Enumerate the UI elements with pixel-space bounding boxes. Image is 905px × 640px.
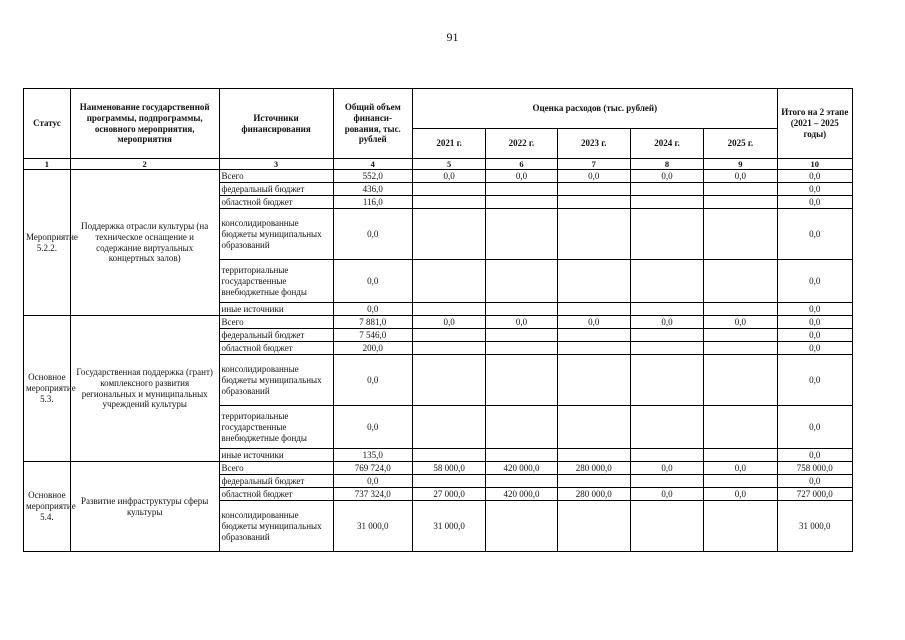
- year-cell: 0,0: [557, 170, 630, 183]
- year-cell: 27 000,0: [412, 488, 485, 501]
- year-cell: [630, 475, 703, 488]
- year-cell: [557, 406, 630, 449]
- year-cell: 0,0: [557, 316, 630, 329]
- header-total: Общий объем финанси-рования, тыс. рублей: [333, 89, 412, 159]
- year-cell: [704, 449, 777, 462]
- table-row: [24, 316, 853, 329]
- year-cell: 280 000,0: [557, 488, 630, 501]
- year-cell: [486, 449, 557, 462]
- stage-total-cell: 0,0: [777, 449, 852, 462]
- stage-total-cell: 0,0: [777, 170, 852, 183]
- status-cell: Основное мероприятие 5.4.: [24, 462, 71, 552]
- column-number: 8: [630, 159, 703, 170]
- year-cell: 0,0: [630, 462, 703, 475]
- column-number: 1: [24, 159, 71, 170]
- stage-total-cell: 0,0: [777, 342, 852, 355]
- column-number: 7: [557, 159, 630, 170]
- header-year-2025: 2025 г.: [704, 129, 777, 159]
- year-cell: [704, 475, 777, 488]
- source-cell: иные источники: [219, 303, 333, 316]
- year-cell: 0,0: [704, 462, 777, 475]
- year-cell: [630, 183, 703, 196]
- total-cell: 0,0: [333, 475, 412, 488]
- stage-total-cell: 0,0: [777, 183, 852, 196]
- year-cell: [486, 475, 557, 488]
- total-cell: 0,0: [333, 209, 412, 260]
- year-cell: 280 000,0: [557, 462, 630, 475]
- total-cell: 0,0: [333, 406, 412, 449]
- column-number-row: [24, 159, 853, 170]
- source-cell: областной бюджет: [219, 342, 333, 355]
- year-cell: [412, 355, 485, 406]
- table-row: [24, 170, 853, 183]
- stage-total-cell: 0,0: [777, 316, 852, 329]
- total-cell: 7 881,0: [333, 316, 412, 329]
- stage-total-cell: 0,0: [777, 475, 852, 488]
- year-cell: [630, 449, 703, 462]
- year-cell: [412, 475, 485, 488]
- year-cell: [557, 260, 630, 303]
- year-cell: 420 000,0: [486, 462, 557, 475]
- year-cell: 420 000,0: [486, 488, 557, 501]
- year-cell: 0,0: [630, 316, 703, 329]
- year-cell: [704, 406, 777, 449]
- year-cell: [486, 501, 557, 552]
- column-number: 10: [777, 159, 852, 170]
- year-cell: 31 000,0: [412, 501, 485, 552]
- year-cell: [412, 260, 485, 303]
- year-cell: 0,0: [486, 170, 557, 183]
- year-cell: [704, 303, 777, 316]
- source-cell: территориальные государственные внебюджетные фонды: [219, 260, 333, 303]
- year-cell: 0,0: [704, 170, 777, 183]
- header-estimate: Оценка расходов (тыс. рублей): [412, 89, 777, 129]
- total-cell: 0,0: [333, 355, 412, 406]
- year-cell: [630, 406, 703, 449]
- total-cell: 0,0: [333, 260, 412, 303]
- year-cell: [630, 303, 703, 316]
- column-number: 5: [412, 159, 485, 170]
- stage-total-cell: 0,0: [777, 196, 852, 209]
- year-cell: [412, 342, 485, 355]
- header-year-2022: 2022 г.: [486, 129, 557, 159]
- year-cell: 0,0: [704, 488, 777, 501]
- stage-total-cell: 0,0: [777, 303, 852, 316]
- source-cell: областной бюджет: [219, 196, 333, 209]
- column-number: 4: [333, 159, 412, 170]
- stage-total-cell: 727 000,0: [777, 488, 852, 501]
- table-body: [24, 170, 853, 552]
- year-cell: [412, 406, 485, 449]
- year-cell: [630, 260, 703, 303]
- year-cell: [557, 303, 630, 316]
- header-year-2021: 2021 г.: [412, 129, 485, 159]
- year-cell: [557, 355, 630, 406]
- total-cell: 436,0: [333, 183, 412, 196]
- year-cell: [412, 183, 485, 196]
- year-cell: [412, 329, 485, 342]
- year-cell: [557, 449, 630, 462]
- column-number: 3: [219, 159, 333, 170]
- source-cell: консолидированные бюджеты муниципальных образований: [219, 209, 333, 260]
- year-cell: [704, 501, 777, 552]
- table-row: [24, 462, 853, 475]
- stage-total-cell: 0,0: [777, 329, 852, 342]
- source-cell: Всего: [219, 316, 333, 329]
- year-cell: [630, 342, 703, 355]
- year-cell: 0,0: [630, 488, 703, 501]
- source-cell: Всего: [219, 170, 333, 183]
- total-cell: 7 546,0: [333, 329, 412, 342]
- year-cell: [486, 196, 557, 209]
- total-cell: 737 324,0: [333, 488, 412, 501]
- year-cell: [557, 209, 630, 260]
- source-cell: федеральный бюджет: [219, 475, 333, 488]
- year-cell: [557, 475, 630, 488]
- year-cell: 0,0: [486, 316, 557, 329]
- header-year-2023: 2023 г.: [557, 129, 630, 159]
- name-cell: Поддержка отрасли культуры (на техническое оснащение и содержание виртуальных концертных залов): [70, 170, 219, 316]
- stage-total-cell: 758 000,0: [777, 462, 852, 475]
- year-cell: [412, 196, 485, 209]
- year-cell: [704, 196, 777, 209]
- page-number: 91: [446, 30, 459, 44]
- year-cell: [704, 342, 777, 355]
- source-cell: консолидированные бюджеты муниципальных образований: [219, 501, 333, 552]
- total-cell: 135,0: [333, 449, 412, 462]
- header-year-2024: 2024 г.: [630, 129, 703, 159]
- year-cell: [557, 183, 630, 196]
- total-cell: 31 000,0: [333, 501, 412, 552]
- year-cell: [486, 342, 557, 355]
- year-cell: [486, 329, 557, 342]
- year-cell: 0,0: [412, 316, 485, 329]
- total-cell: 769 724,0: [333, 462, 412, 475]
- total-cell: 200,0: [333, 342, 412, 355]
- source-cell: иные источники: [219, 449, 333, 462]
- total-cell: 0,0: [333, 303, 412, 316]
- stage-total-cell: 0,0: [777, 406, 852, 449]
- stage-total-cell: 0,0: [777, 355, 852, 406]
- year-cell: 0,0: [630, 170, 703, 183]
- status-cell: Основное мероприятие 5.3.: [24, 316, 71, 462]
- year-cell: [704, 260, 777, 303]
- name-cell: Развитие инфраструктуры сферы культуры: [70, 462, 219, 552]
- name-cell: Государственная поддержка (грант) комплексного развития региональных и муниципальных учреждений культуры: [70, 316, 219, 462]
- header-stage-total: Итого на 2 этапе (2021 – 2025 годы): [777, 89, 852, 159]
- year-cell: [486, 303, 557, 316]
- year-cell: [704, 183, 777, 196]
- source-cell: областной бюджет: [219, 488, 333, 501]
- stage-total-cell: 0,0: [777, 260, 852, 303]
- source-cell: федеральный бюджет: [219, 183, 333, 196]
- column-number: 6: [486, 159, 557, 170]
- year-cell: [486, 209, 557, 260]
- stage-total-cell: 31 000,0: [777, 501, 852, 552]
- year-cell: [704, 209, 777, 260]
- year-cell: [486, 355, 557, 406]
- header-status: Статус: [24, 89, 71, 159]
- year-cell: 0,0: [704, 316, 777, 329]
- year-cell: [557, 342, 630, 355]
- stage-total-cell: 0,0: [777, 209, 852, 260]
- year-cell: [630, 501, 703, 552]
- source-cell: Всего: [219, 462, 333, 475]
- year-cell: [630, 355, 703, 406]
- source-cell: территориальные государственные внебюджетные фонды: [219, 406, 333, 449]
- source-cell: федеральный бюджет: [219, 329, 333, 342]
- year-cell: [412, 209, 485, 260]
- year-cell: 58 000,0: [412, 462, 485, 475]
- year-cell: [557, 329, 630, 342]
- year-cell: [557, 501, 630, 552]
- year-cell: [486, 406, 557, 449]
- year-cell: [557, 196, 630, 209]
- year-cell: [412, 303, 485, 316]
- total-cell: 116,0: [333, 196, 412, 209]
- header-sources: Источники финансирования: [219, 89, 333, 159]
- column-number: 9: [704, 159, 777, 170]
- year-cell: 0,0: [412, 170, 485, 183]
- total-cell: 552,0: [333, 170, 412, 183]
- year-cell: [704, 355, 777, 406]
- year-cell: [486, 260, 557, 303]
- year-cell: [412, 449, 485, 462]
- column-number: 2: [70, 159, 219, 170]
- budget-table: [23, 88, 853, 552]
- status-cell: Мероприятие 5.2.2.: [24, 170, 71, 316]
- year-cell: [630, 196, 703, 209]
- source-cell: консолидированные бюджеты муниципальных образований: [219, 355, 333, 406]
- year-cell: [630, 329, 703, 342]
- header-name: Наименование государственной программы, подпрограммы, основного мероприятия, мероприятия: [70, 89, 219, 159]
- year-cell: [630, 209, 703, 260]
- year-cell: [704, 329, 777, 342]
- year-cell: [486, 183, 557, 196]
